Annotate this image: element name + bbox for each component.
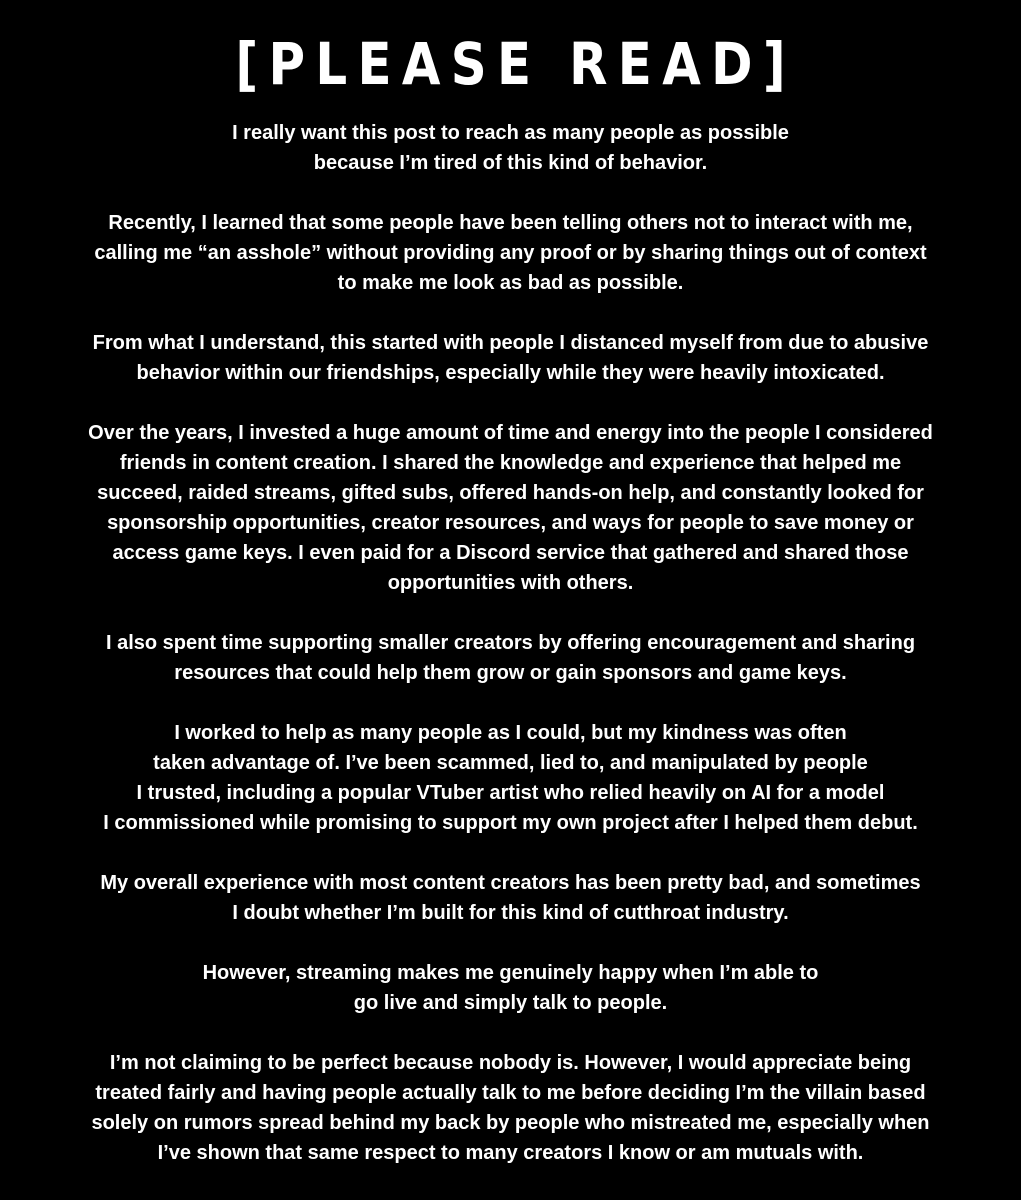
text-line: I trusted, including a popular VTuber artist who relied heavily on AI for a model xyxy=(136,782,885,804)
text-line: I doubt whether I’m built for this kind of cutthroat industry. xyxy=(232,902,789,924)
text-line: I also spent time supporting smaller creators by offering encouragement and sharing xyxy=(105,632,916,654)
page-title: [PLEASE READ] xyxy=(235,30,796,98)
text-line: I really want this post to reach as many people as possible xyxy=(232,122,789,144)
text-line: I commissioned while promising to support my own project after I helped them debut. xyxy=(103,812,918,834)
text-line: resources that could help them grow or gain sponsors and game keys. xyxy=(174,662,847,684)
paragraph xyxy=(0,418,1021,598)
text-line: From what I understand, this started with people I distanced myself from due to abusive xyxy=(92,332,929,354)
text-line: succeed, raided streams, gifted subs, offered hands-on help, and constantly looked for xyxy=(97,482,924,504)
paragraph xyxy=(0,868,1021,928)
text-line: go live and simply talk to people. xyxy=(353,992,668,1014)
text-line: treated fairly and having people actually talk to me before deciding I’m the villain based xyxy=(95,1082,926,1104)
text-line: solely on rumors spread behind my back by people who mistreated me, especially when xyxy=(91,1112,930,1134)
text-line: Recently, I learned that some people have been telling others not to interact with me, xyxy=(108,212,913,234)
paragraph xyxy=(0,118,1021,178)
post-body xyxy=(0,118,1021,1168)
text-line: taken advantage of. I’ve been scammed, lied to, and manipulated by people xyxy=(153,752,868,774)
paragraph xyxy=(0,628,1021,688)
text-line: I worked to help as many people as I could, but my kindness was often xyxy=(174,722,847,744)
text-line: because I’m tired of this kind of behavior. xyxy=(313,152,708,174)
text-line: I’ve shown that same respect to many creators I know or am mutuals with. xyxy=(157,1142,864,1164)
paragraph xyxy=(0,958,1021,1018)
paragraph xyxy=(0,328,1021,388)
text-line: sponsorship opportunities, creator resources, and ways for people to save money or xyxy=(107,512,914,534)
text-line: access game keys. I even paid for a Discord service that gathered and shared those xyxy=(112,542,909,564)
text-line: However, streaming makes me genuinely happy when I’m able to xyxy=(202,962,819,984)
text-line: behavior within our friendships, especially while they were heavily intoxicated. xyxy=(136,362,885,384)
paragraph xyxy=(0,208,1021,298)
text-line: I’m not claiming to be perfect because nobody is. However, I would appreciate being xyxy=(109,1052,912,1074)
paragraph xyxy=(0,1048,1021,1168)
text-line: to make me look as bad as possible. xyxy=(337,272,684,294)
text-line: My overall experience with most content creators has been pretty bad, and sometimes xyxy=(100,872,921,894)
text-line: Over the years, I invested a huge amount of time and energy into the people I considered xyxy=(88,422,933,444)
text-line: calling me “an asshole” without providing any proof or by sharing things out of context xyxy=(94,242,927,264)
paragraph xyxy=(0,718,1021,838)
text-line: friends in content creation. I shared the knowledge and experience that helped me xyxy=(119,452,902,474)
text-line: opportunities with others. xyxy=(387,572,634,594)
